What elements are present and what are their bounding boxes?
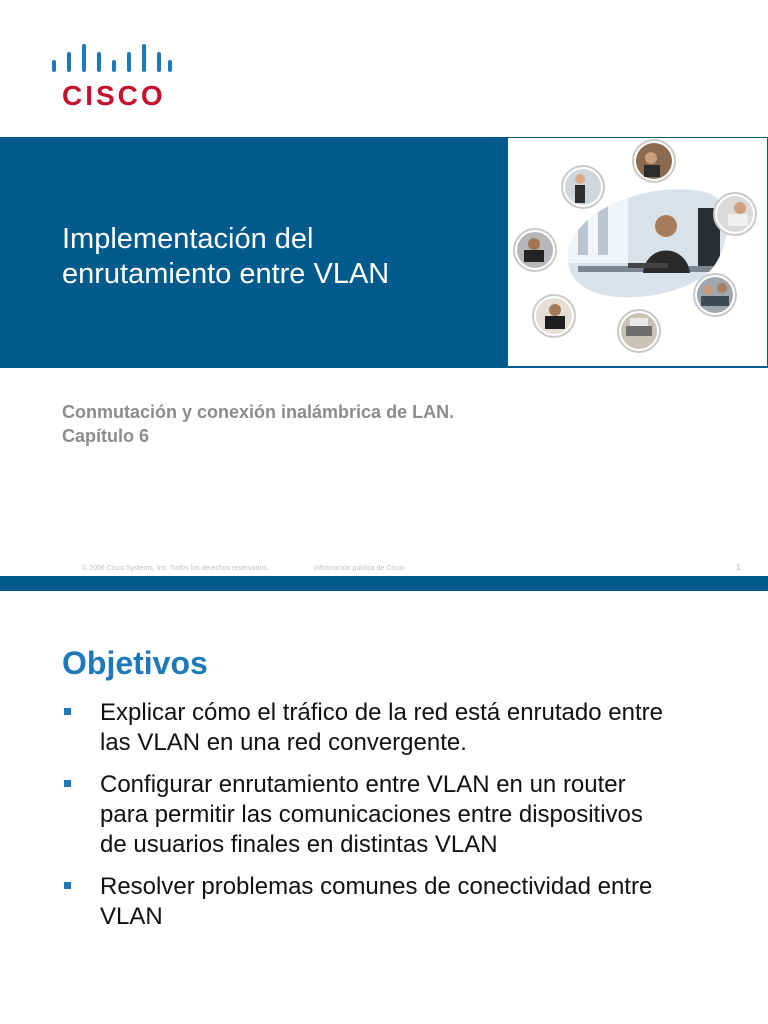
bullet-line: Explicar cómo el tráfico de la red está enrutado entre [100,699,663,726]
cisco-logo [50,42,174,112]
page-number: 1 [736,562,742,572]
classification-label: Información pública de Cisco [314,565,404,572]
list-item [62,770,742,860]
title-line: enrutamiento entre VLAN [62,258,390,290]
cisco-bridge-bars-icon [50,42,174,78]
bullet-line: Resolver problemas comunes de conectividad entre [100,873,653,900]
slide-divider [0,576,768,591]
objectives-list [62,698,742,944]
bullet-line: VLAN [100,903,163,930]
square-bullet-icon [64,708,71,715]
people-photo-collage [508,138,767,366]
presentation-title [62,222,482,292]
square-bullet-icon [64,882,71,889]
bullet-line: las VLAN en una red convergente. [100,729,467,756]
title-band [0,137,768,368]
slide-footer [0,560,768,576]
bullet-text [100,770,742,860]
bullet-text [100,872,742,932]
list-item [62,698,742,758]
bullet-line: Configurar enrutamiento entre VLAN en un router [100,771,626,798]
course-subtitle [62,400,702,448]
list-item [62,872,742,932]
bullet-line: para permitir las comunicaciones entre dispositivos [100,801,643,828]
objectives-slide [0,591,768,1024]
cisco-wordmark: CISCO [62,80,166,111]
square-bullet-icon [64,780,71,787]
subtitle-line: Capítulo 6 [62,426,150,446]
people-collage-image [508,138,767,366]
bullet-text [100,698,742,758]
title-line: Implementación del [62,223,314,255]
bullet-line: de usuarios finales en distintas VLAN [100,831,498,858]
subtitle-line: Conmutación y conexión inalámbrica de LAN. [62,402,455,422]
slide-heading: Objetivos [62,645,208,681]
copyright-notice: © 2006 Cisco Systems, Inc. Todos los derechos reservados. [82,565,269,572]
